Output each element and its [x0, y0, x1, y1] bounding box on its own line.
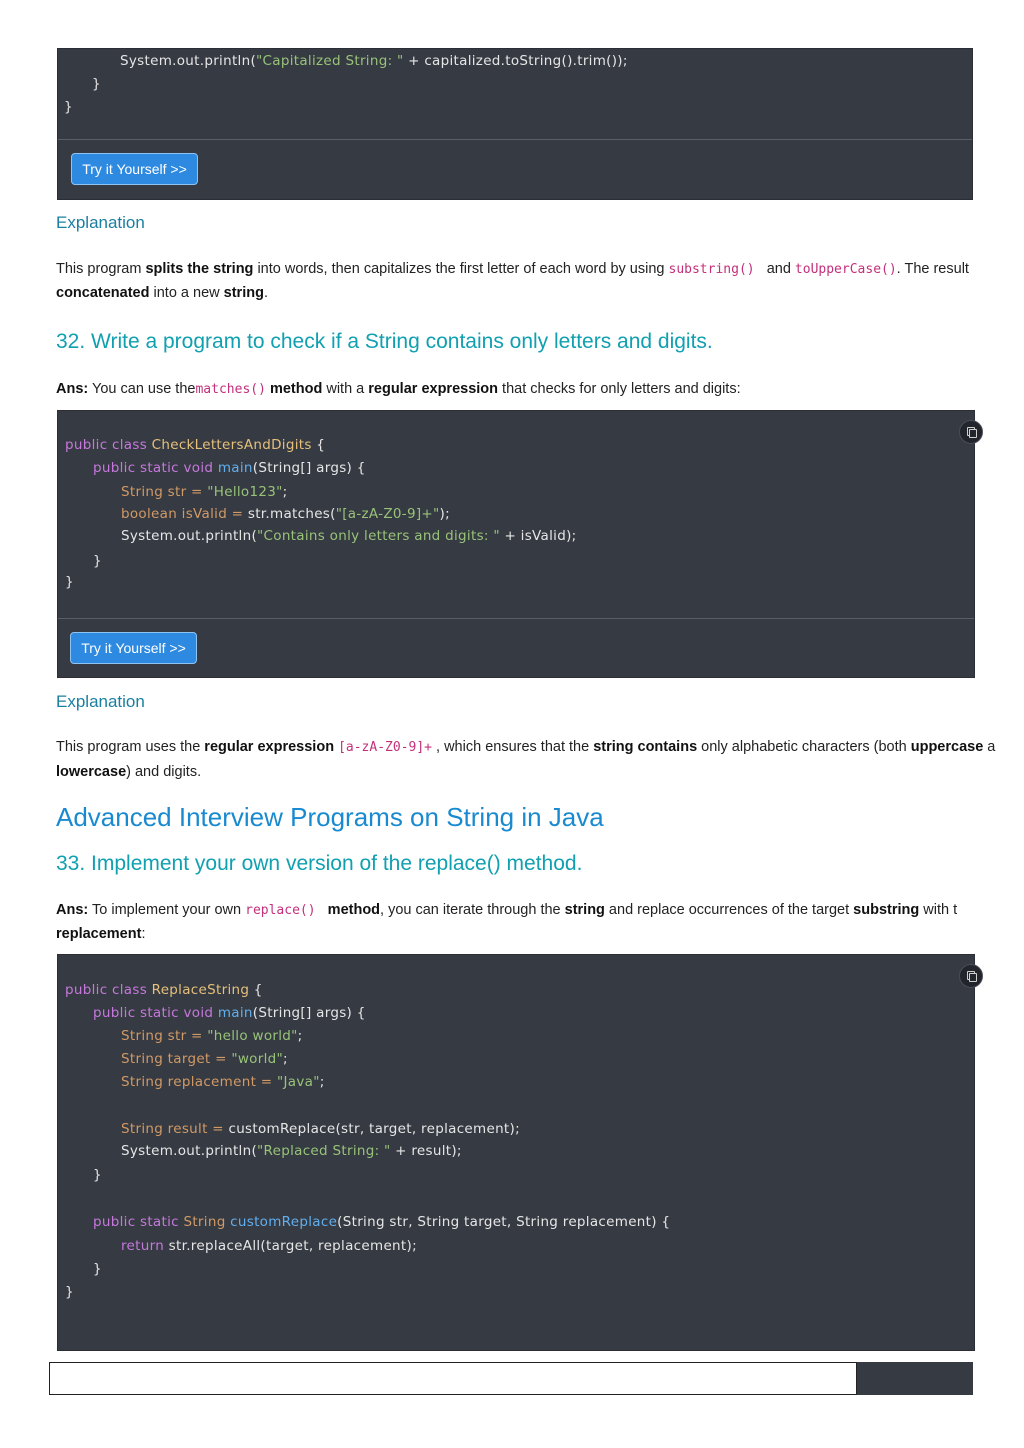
answer-paragraph: Ans: To implement your own replace() method, you can iterate through the string and replace occurrences of the target substring with t [56, 902, 958, 918]
code-line: String target = "world"; [121, 1051, 288, 1067]
code-block-capitalize [57, 48, 973, 200]
code-divider [58, 139, 972, 140]
inline-code: substring() [668, 262, 755, 277]
code-line: public class ReplaceString { [65, 982, 263, 998]
copy-icon[interactable] [959, 420, 983, 444]
inline-code: toUpperCase() [794, 262, 897, 277]
explanation-heading: Explanation [56, 213, 145, 232]
code-block-replace-string [57, 954, 975, 1351]
question-heading: 32. Write a program to check if a String contains only letters and digits. [56, 330, 713, 353]
explanation-paragraph: This program splits the string into words, then capitalizes the first letter of each word by using substring() and toUpperCase(). The result [56, 261, 969, 277]
code-line: } [93, 1261, 102, 1277]
explanation-paragraph: This program uses the regular expression [a-zA-Z0-9]+ , which ensures that the string contains only alphabetic characters (both uppercase a [56, 739, 996, 755]
inline-code: [a-zA-Z0-9]+ [338, 740, 432, 755]
code-line: public static String customReplace(String str, String target, String replacement) { [93, 1214, 671, 1230]
code-line: String replacement = "Java"; [121, 1074, 325, 1090]
answer-paragraph-cont: replacement: [56, 926, 146, 942]
answer-paragraph: Ans: You can use thematches() method with a regular expression that checks for only letters and digits: [56, 381, 741, 397]
question-heading: 33. Implement your own version of the replace() method. [56, 852, 583, 875]
explanation-paragraph-cont: lowercase) and digits. [56, 764, 202, 780]
try-it-yourself-button[interactable]: Try it Yourself >> [71, 153, 198, 185]
code-line: boolean isValid = str.matches("[a-zA-Z0-9]+"); [121, 506, 450, 522]
explanation-heading: Explanation [56, 692, 145, 711]
try-it-yourself-button[interactable]: Try it Yourself >> [70, 632, 197, 664]
code-line: String str = "hello world"; [121, 1028, 303, 1044]
copy-icon[interactable] [959, 964, 983, 988]
code-line: String str = "Hello123"; [121, 484, 288, 500]
code-line: System.out.println("Replaced String: " + result); [121, 1143, 462, 1159]
code-line: return str.replaceAll(target, replacement); [121, 1238, 417, 1254]
code-line: System.out.println("Capitalized String: " + capitalized.toString().trim()); [120, 53, 628, 69]
section-heading: Advanced Interview Programs on String in Java [56, 802, 604, 832]
code-line: public class CheckLettersAndDigits { [65, 437, 326, 453]
code-line: } [93, 553, 102, 569]
code-line: } [64, 99, 73, 115]
inline-code: matches() [195, 382, 266, 397]
code-line: } [65, 1284, 74, 1300]
code-line: System.out.println("Contains only letters and digits: " + isValid); [121, 528, 577, 544]
code-line: } [92, 76, 101, 92]
code-line: } [93, 1167, 102, 1183]
footer-box [49, 1362, 857, 1395]
code-line: public static void main(String[] args) { [93, 460, 366, 476]
inline-code: replace() [245, 903, 316, 918]
code-block-check-letters [57, 410, 975, 678]
code-divider [58, 618, 974, 619]
code-line: public static void main(String[] args) { [93, 1005, 366, 1021]
code-line: String result = customReplace(str, target, replacement); [121, 1121, 520, 1137]
explanation-paragraph-cont: concatenated into a new string. [56, 285, 268, 301]
code-line: } [65, 574, 74, 590]
